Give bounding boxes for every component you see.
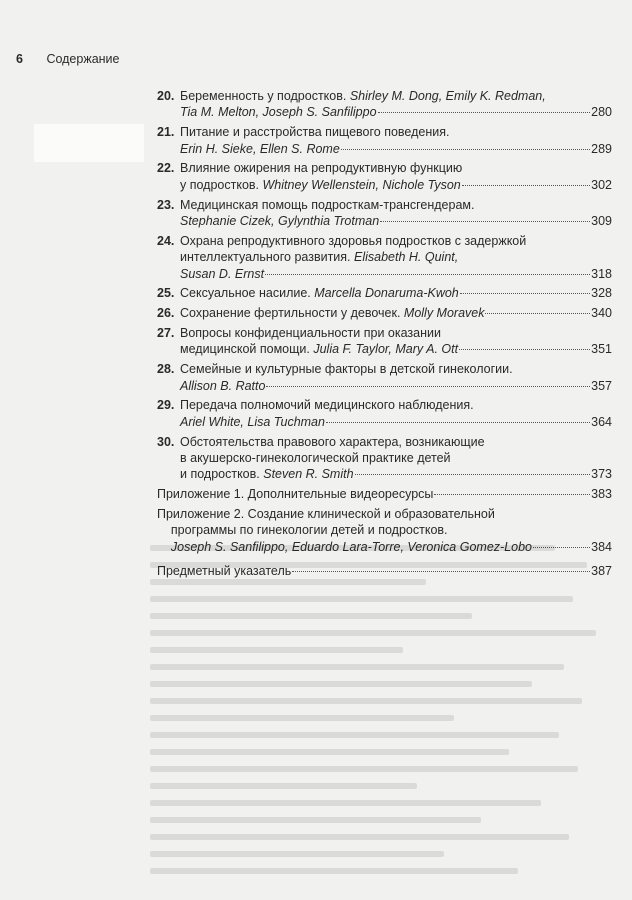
- chapter-authors: Elisabeth H. Quint,: [354, 250, 459, 265]
- chapter-authors: Erin H. Sieke, Ellen S. Rome: [180, 141, 340, 156]
- page-ref: 328: [591, 286, 612, 301]
- toc-entry: [157, 233, 612, 282]
- toc-entry: [157, 506, 612, 555]
- toc-text: [157, 563, 291, 579]
- toc-line: [180, 88, 612, 104]
- chapter-title: Вопросы конфиденциальности при оказании: [180, 326, 441, 341]
- leader-dots: [485, 313, 590, 314]
- toc-text: [180, 466, 354, 482]
- toc-line: [157, 486, 612, 502]
- toc-text: [157, 539, 532, 555]
- page-number: 6: [16, 52, 23, 66]
- toc-line: [180, 285, 612, 301]
- page-ref: 280: [591, 105, 612, 120]
- chapter-number: 30.: [157, 434, 175, 449]
- toc-entry: [157, 285, 612, 301]
- page-ref: 364: [591, 414, 612, 429]
- toc-line: [180, 213, 612, 229]
- bleed-through-text: [150, 545, 610, 885]
- chapter-number: 29.: [157, 398, 175, 413]
- toc-line: [180, 124, 612, 140]
- toc-text: [157, 506, 495, 522]
- toc-line: [180, 378, 612, 394]
- chapter-number: 26.: [157, 306, 175, 321]
- leader-dots: [434, 494, 590, 495]
- page-ref: 351: [591, 342, 612, 357]
- page-ref: 373: [591, 467, 612, 482]
- chapter-title: Охрана репродуктивного здоровья подростков с задержкой: [180, 233, 527, 248]
- chapter-number: 25.: [157, 286, 175, 301]
- chapter-number: 21.: [157, 125, 175, 140]
- leader-dots: [266, 386, 590, 387]
- toc-text: [180, 450, 451, 466]
- chapter-number: 22.: [157, 161, 175, 176]
- chapter-title: Передача полномочий медицинского наблюдения.: [180, 398, 474, 413]
- chapter-title: Беременность у подростков.: [180, 89, 350, 103]
- chapter-authors: Steven R. Smith: [263, 467, 354, 482]
- chapter-number: 27.: [157, 326, 175, 341]
- toc-line: [180, 341, 612, 357]
- toc-text: [180, 378, 265, 394]
- toc-line: [180, 177, 612, 193]
- chapter-title: у подростков.: [180, 177, 263, 192]
- chapter-title: Питание и расстройства пищевого поведения.: [180, 125, 450, 140]
- table-of-contents: [157, 88, 612, 583]
- toc-text: [180, 88, 546, 104]
- page-ref: 384: [591, 539, 612, 554]
- chapter-authors: Whitney Wellenstein, Nichole Tyson: [262, 177, 461, 192]
- chapter-title: и подростков.: [180, 467, 264, 482]
- toc-text: [180, 177, 461, 193]
- toc-line: [180, 104, 612, 120]
- toc-line: [180, 266, 612, 282]
- leader-dots: [378, 112, 591, 113]
- section-title: Содержание: [46, 52, 120, 66]
- toc-line: [180, 450, 612, 466]
- toc-entry: [157, 160, 612, 193]
- toc-line: [157, 563, 612, 579]
- toc-text: [157, 522, 448, 538]
- chapter-title: Приложение 1. Дополнительные видеоресурсы: [157, 487, 434, 502]
- page-ref: 387: [591, 564, 612, 579]
- chapter-title: Влияние ожирения на репродуктивную функцию: [180, 161, 463, 176]
- page-ref: 309: [591, 214, 612, 229]
- chapter-title: Сохранение фертильности у девочек.: [180, 306, 404, 321]
- toc-text: [180, 266, 264, 282]
- chapter-authors: Allison B. Ratto: [180, 378, 266, 393]
- toc-entry: [157, 88, 612, 121]
- page-ref: 318: [591, 266, 612, 281]
- page-ref: 357: [591, 378, 612, 393]
- toc-line: [180, 325, 612, 341]
- chapter-number: 28.: [157, 362, 175, 377]
- toc-text: [180, 434, 485, 450]
- leader-dots: [459, 349, 590, 350]
- leader-dots: [326, 422, 590, 423]
- page-ref: 383: [591, 487, 612, 502]
- toc-text: [180, 305, 484, 321]
- toc-entry: [157, 361, 612, 394]
- toc-text: [180, 341, 458, 357]
- leader-dots: [462, 185, 590, 186]
- toc-entry: [157, 397, 612, 430]
- chapter-authors: Tia M. Melton, Joseph S. Sanfilippo: [180, 105, 377, 120]
- toc-text: [157, 486, 433, 502]
- toc-line: [180, 397, 612, 413]
- toc-line: [180, 305, 612, 321]
- toc-text: [180, 104, 377, 120]
- chapter-title: Семейные и культурные факторы в детской гинекологии.: [180, 362, 513, 377]
- leader-dots: [292, 571, 590, 572]
- chapter-title: Обстоятельства правового характера, возникающие: [180, 434, 485, 449]
- chapter-authors: Stephanie Cizek, Gylynthia Trotman: [180, 214, 380, 229]
- page-ref: 289: [591, 141, 612, 156]
- toc-entry: [157, 486, 612, 502]
- chapter-title: в акушерско-гинекологической практике детей: [180, 451, 451, 466]
- toc-text: [180, 397, 474, 413]
- chapter-title: [157, 540, 171, 554]
- chapter-authors: Susan D. Ernst: [180, 266, 265, 281]
- chapter-authors: Julia F. Taylor, Mary A. Ott: [313, 342, 459, 357]
- toc-text: [180, 141, 340, 157]
- toc-text: [180, 285, 459, 301]
- chapter-authors: Joseph S. Sanfilippo, Eduardo Lara-Torre, Veronica Gomez-Lobo: [170, 539, 532, 554]
- toc-line: [180, 361, 612, 377]
- toc-entry: [157, 197, 612, 230]
- toc-text: [180, 325, 441, 341]
- chapter-title: программы по гинекологии детей и подростков.: [157, 523, 448, 538]
- toc-entry: [157, 325, 612, 358]
- toc-text: [180, 361, 513, 377]
- toc-text: [180, 414, 325, 430]
- leader-dots: [341, 149, 590, 150]
- toc-line: [157, 506, 612, 522]
- chapter-number: 23.: [157, 197, 175, 212]
- toc-line: [180, 249, 612, 265]
- chapter-title: интеллектуального развития.: [180, 250, 354, 265]
- chapter-title: Предметный указатель: [157, 564, 292, 579]
- page-ref: 340: [591, 306, 612, 321]
- leader-dots: [265, 274, 590, 275]
- toc-line: [180, 160, 612, 176]
- chapter-title: Приложение 2. Создание клинической и образовательной: [157, 507, 495, 522]
- page-ref: 302: [591, 177, 612, 192]
- toc-line: [180, 233, 612, 249]
- chapter-number: 24.: [157, 233, 175, 248]
- toc-entry: [157, 124, 612, 157]
- chapter-title: Сексуальное насилие.: [180, 286, 315, 301]
- paper-patch: [34, 124, 144, 162]
- chapter-authors: Marcella Donaruma-Kwoh: [314, 286, 459, 301]
- chapter-title: медицинской помощи.: [180, 342, 314, 357]
- page-header: [16, 52, 120, 66]
- toc-text: [180, 124, 449, 140]
- toc-text: [180, 160, 462, 176]
- toc-text: [180, 213, 379, 229]
- toc-line: [180, 141, 612, 157]
- leader-dots: [460, 293, 590, 294]
- chapter-number: 20.: [157, 89, 175, 103]
- chapter-title: Медицинская помощь подросткам-трансгендерам.: [180, 197, 475, 212]
- toc-line: [157, 522, 612, 538]
- leader-dots: [355, 474, 591, 475]
- toc-line: [180, 466, 612, 482]
- toc-text: [180, 197, 474, 213]
- toc-line: [180, 197, 612, 213]
- chapter-authors: Molly Moravek: [403, 306, 485, 321]
- toc-line: [180, 414, 612, 430]
- toc-text: [180, 233, 526, 249]
- toc-text: [180, 249, 458, 265]
- toc-entry: [157, 434, 612, 483]
- chapter-authors: Shirley M. Dong, Emily K. Redman,: [349, 89, 546, 103]
- toc-line: [180, 434, 612, 450]
- toc-entry: [157, 305, 612, 321]
- chapter-authors: Ariel White, Lisa Tuchman: [180, 414, 325, 429]
- leader-dots: [380, 221, 590, 222]
- toc-line: [157, 539, 612, 555]
- toc-entry: [157, 563, 612, 579]
- leader-dots: [533, 547, 590, 548]
